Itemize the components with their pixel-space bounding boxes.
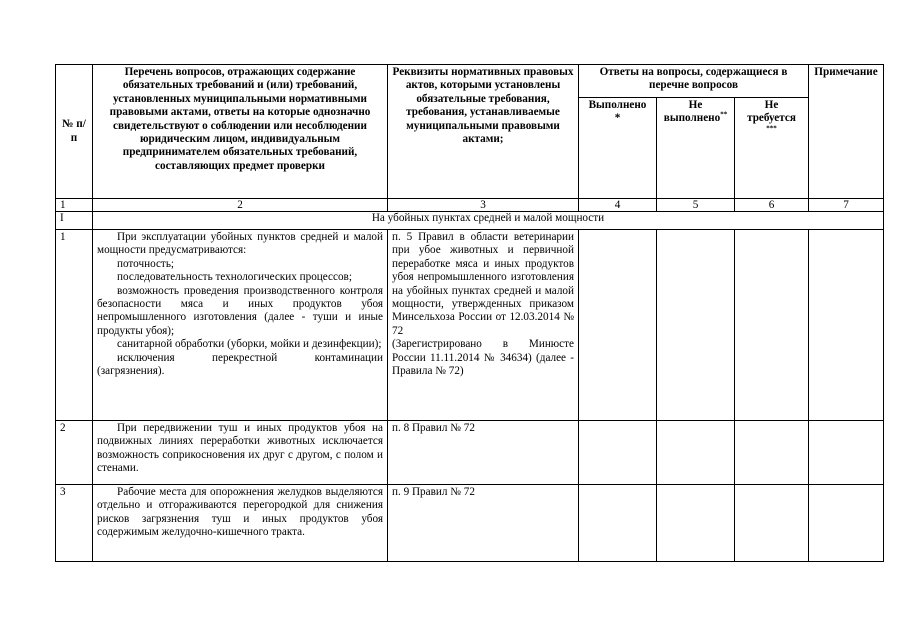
requisite-cell [388, 421, 579, 485]
header-number: № п/п [56, 65, 93, 199]
row-number: 3 [56, 485, 93, 562]
header-not-required: Не требуется *** [735, 98, 809, 199]
column-number: 2 [93, 199, 388, 212]
question-text: При передвижении туш и иных продуктов убоя на подвижных линиях переработки животных исключается возможность соприкосновения их друг с другом, с полом и стенами. [97, 422, 383, 475]
not-done-cell[interactable] [657, 421, 735, 485]
question-text: возможность проведения производственного контроля безопасности мяса и иных продуктов убоя непромышленного изготовления (далее - туши и иные продукты убоя); [97, 284, 383, 337]
section-number: I [56, 212, 93, 230]
column-number: 6 [735, 199, 809, 212]
requisite-text: п. 9 Правил № 72 [392, 486, 475, 498]
requisite-text: (Зарегистрировано в Минюсте России 11.11.2014 № 34634) (далее - Правила № 72) [392, 338, 574, 378]
header-done: Выполнено * [579, 98, 657, 199]
done-cell[interactable] [579, 485, 657, 562]
question-cell [93, 485, 388, 562]
question-text: исключения перекрестной контаминации (загрязнения). [97, 351, 383, 378]
question-text: При эксплуатации убойных пунктов средней и малой мощности предусматриваются: [97, 231, 383, 257]
header-not-done: Не выполнено** [657, 98, 735, 199]
table-row [56, 421, 884, 485]
section-row [56, 212, 884, 230]
not-required-cell[interactable] [735, 421, 809, 485]
column-number: 5 [657, 199, 735, 212]
table-row [56, 485, 884, 562]
requisite-text: п. 8 Правил № 72 [392, 422, 475, 434]
notes-cell[interactable] [809, 485, 884, 562]
requisite-cell [388, 230, 579, 421]
row-number: 2 [56, 421, 93, 485]
section-title: На убойных пунктах средней и малой мощности [93, 212, 884, 230]
notes-cell[interactable] [809, 421, 884, 485]
column-number-row [56, 199, 884, 212]
column-number: 7 [809, 199, 884, 212]
question-text: Рабочие места для опорожнения желудков выделяются отдельно и отгораживаются перегородкой для снижения рисков загрязнения туш и иных продуктов убоя содержимым желудочно-кишечного тракта. [97, 486, 383, 539]
question-text: санитарной обработки (уборки, мойки и дезинфекции); [117, 338, 382, 351]
question-cell [93, 421, 388, 485]
header-answers-group: Ответы на вопросы, содержащиеся в перечне вопросов [579, 65, 809, 98]
header-requisites: Реквизиты нормативных правовых актов, которыми установлены обязательные требования, требования, устанавливаемые муниципальными правовыми актами; [388, 65, 579, 199]
done-cell[interactable] [579, 421, 657, 485]
header-notes: Примечание [809, 65, 884, 199]
checklist-table [55, 64, 884, 562]
done-cell[interactable] [579, 230, 657, 421]
table-row [56, 230, 884, 421]
not-required-cell[interactable] [735, 230, 809, 421]
not-done-cell[interactable] [657, 485, 735, 562]
column-number: 4 [579, 199, 657, 212]
question-cell [93, 230, 388, 421]
requisite-text: п. 5 Правил в области ветеринарии при убое животных и первичной переработке мяса и иных продуктов убоя непромышленного изготовления на убойных пунктах средней и малой мощности, утвержденных приказом Минсельхоза России от 12.03.2014 № 72 [392, 231, 574, 337]
not-done-cell[interactable] [657, 230, 735, 421]
row-number: 1 [56, 230, 93, 421]
header-questions: Перечень вопросов, отражающих содержание обязательных требований и (или) требований, установленных муниципальными нормативными правовыми актами, ответы на которые однозначно свидетельствуют о соблюдении или несоблюдении юридическим лицом, индивидуальным предпринимателем обязательных требований, составляющих предмет проверки [93, 65, 388, 199]
column-number: 3 [388, 199, 579, 212]
column-number: 1 [56, 199, 93, 212]
requisite-cell [388, 485, 579, 562]
notes-cell[interactable] [809, 230, 884, 421]
question-text: поточность; [117, 257, 175, 270]
not-required-cell[interactable] [735, 485, 809, 562]
question-text: последовательность технологических процессов; [117, 271, 352, 284]
